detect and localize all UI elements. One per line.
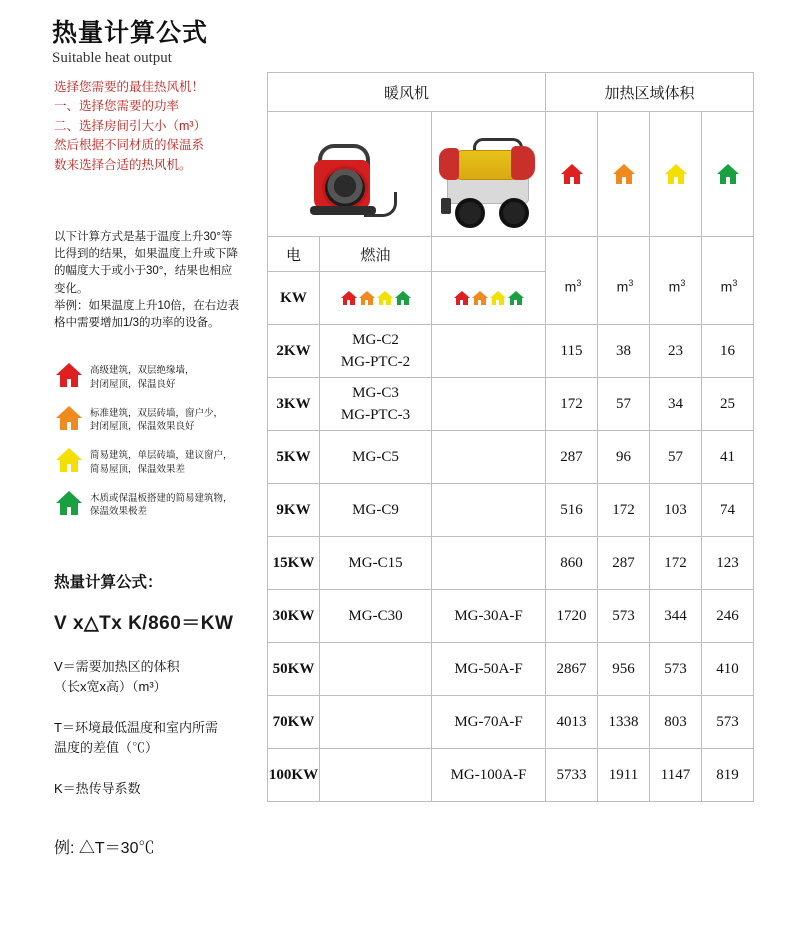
row-30kw-electric: MG-C30	[320, 590, 432, 643]
row-3kw-v3: 34	[650, 378, 702, 431]
m3-unit-1: $m^3$	[564, 278, 582, 295]
formula-title: 热量计算公式：	[54, 574, 163, 591]
house-icon-red-elec	[341, 290, 357, 306]
fan-heater-illustration	[302, 136, 398, 226]
row-5kw-kw: 5KW	[268, 431, 320, 484]
legend-item-orange	[56, 405, 266, 435]
row-2kw-kw: 2KW	[268, 325, 320, 378]
row-70kw-kw: 70KW	[268, 696, 320, 749]
legend-item-red	[56, 362, 266, 392]
formula-v-line-1: V＝需要加热区的体积	[54, 659, 180, 674]
intro-line-5: 数来选择合适的热风机。	[54, 157, 192, 172]
row-70kw-fuel: MG-70A-F	[432, 696, 546, 749]
house-icon-red-fuel	[454, 290, 470, 306]
insulation-legend	[56, 362, 266, 532]
row-50kw-v3: 573	[650, 643, 702, 696]
house-icon-orange-fuel	[472, 290, 488, 306]
row-30kw-v1: 1720	[546, 590, 598, 643]
row-2kw-v3: 23	[650, 325, 702, 378]
header-fuel-spacer	[432, 237, 546, 272]
house-icon-red	[56, 362, 82, 388]
row-100kw-electric	[320, 749, 432, 802]
row-5kw-v3: 57	[650, 431, 702, 484]
row-15kw-fuel	[432, 537, 546, 590]
intro-line-4: 然后根据不同材质的保温系	[54, 138, 205, 153]
row-15kw-v3: 172	[650, 537, 702, 590]
note-line-5: 举例：如果温度上升10倍，在右边表	[54, 299, 240, 312]
legend-yellow-line-1: 简易建筑，单层砖墙，建议窗户，	[90, 450, 233, 462]
legend-orange-line-2: 封闭屋顶，保温效果良好	[90, 421, 195, 433]
formula-t-line-1: T＝环境最低温度和室内所需	[54, 720, 218, 735]
row-70kw-v2: 1338	[598, 696, 650, 749]
intro-line-1: 选择您需要的最佳热风机！	[54, 80, 205, 94]
formula-t-definition	[54, 718, 269, 757]
row-30kw-v2: 573	[598, 590, 650, 643]
formula-k-definition: K＝热传导系数	[54, 781, 141, 796]
table-row-15kw	[268, 537, 754, 590]
spec-table-wrapper	[267, 72, 753, 802]
table-row-50kw	[268, 643, 754, 696]
row-5kw-v2: 96	[598, 431, 650, 484]
house-icon-green	[56, 490, 82, 516]
note-line-1: 以下计算方式是基于温度上升30°等	[54, 230, 233, 243]
formula-v-definition	[54, 657, 269, 696]
row-70kw-electric	[320, 696, 432, 749]
table-row-9kw	[268, 484, 754, 537]
row-15kw-v1: 860	[546, 537, 598, 590]
table-group-header-row	[268, 73, 754, 112]
volume-header-house-red	[546, 112, 598, 237]
house-icon-green-elec	[395, 290, 411, 306]
row-100kw-fuel: MG-100A-F	[432, 749, 546, 802]
row-30kw-v4: 246	[702, 590, 754, 643]
diesel-heater-illustration	[433, 136, 545, 228]
row-3kw-v4: 25	[702, 378, 754, 431]
legend-green-line-2: 保温效果极差	[90, 506, 148, 518]
page-header	[52, 18, 292, 67]
table-row-30kw	[268, 590, 754, 643]
row-2kw-fuel	[432, 325, 546, 378]
row-30kw-fuel: MG-30A-F	[432, 590, 546, 643]
row-9kw-v4: 74	[702, 484, 754, 537]
house-icon-yellow-fuel	[490, 290, 506, 306]
table-row-3kw	[268, 378, 754, 431]
formula-block	[54, 570, 269, 858]
header-volume: 加热区域体积	[546, 73, 754, 112]
note-line-3: 的幅度大于或小于30°，结果也相应	[54, 265, 233, 278]
electric-house-group	[320, 272, 432, 325]
table-row-2kw	[268, 325, 754, 378]
house-icon-green-fuel	[508, 290, 524, 306]
header-electric: 电	[268, 237, 320, 272]
house-icon-orange-elec	[359, 290, 375, 306]
row-15kw-v2: 287	[598, 537, 650, 590]
row-3kw-kw: 3KW	[268, 378, 320, 431]
row-50kw-v1: 2867	[546, 643, 598, 696]
row-9kw-v2: 172	[598, 484, 650, 537]
row-2kw-electric-1: MG-C2	[352, 331, 399, 348]
row-50kw-fuel: MG-50A-F	[432, 643, 546, 696]
header-fuel: 燃油	[320, 237, 432, 272]
legend-orange-line-1: 标准建筑，双层砖墙，窗户少，	[90, 407, 224, 419]
row-100kw-v1: 5733	[546, 749, 598, 802]
legend-red-line-2: 封闭屋顶，保温良好	[90, 378, 176, 390]
legend-item-green-label	[90, 490, 233, 520]
intro-text	[54, 78, 259, 175]
row-5kw-v4: 41	[702, 431, 754, 484]
m3-unit-2: $m^3$	[616, 278, 634, 295]
m3-unit-4: $m^3$	[720, 278, 738, 295]
legend-yellow-line-2: 简易屋顶，保温效果差	[90, 463, 186, 475]
row-2kw-v1: 115	[546, 325, 598, 378]
row-3kw-electric	[320, 378, 432, 431]
row-70kw-v4: 573	[702, 696, 754, 749]
row-15kw-v4: 123	[702, 537, 754, 590]
diesel-heater-image	[432, 112, 546, 237]
intro-line-2: 一、选择您需要的功率	[54, 99, 180, 114]
note-line-2: 比得到的结果，如果温度上升或下降	[54, 248, 238, 261]
page-title: 热量计算公式	[52, 19, 209, 47]
row-9kw-kw: 9KW	[268, 484, 320, 537]
row-100kw-v2: 1911	[598, 749, 650, 802]
formula-v-line-2: （长x宽x高）（m³）	[54, 678, 167, 694]
table-row-70kw	[268, 696, 754, 749]
legend-item-green	[56, 490, 266, 520]
row-50kw-v2: 956	[598, 643, 650, 696]
row-9kw-v1: 516	[546, 484, 598, 537]
row-100kw-v4: 819	[702, 749, 754, 802]
house-icon-orange	[56, 405, 82, 431]
row-2kw-electric-2: MG-PTC-2	[340, 354, 411, 370]
note-line-4: 变化。	[54, 282, 89, 295]
row-30kw-kw: 30KW	[268, 590, 320, 643]
row-5kw-fuel	[432, 431, 546, 484]
left-column	[54, 78, 259, 332]
row-70kw-v1: 4013	[546, 696, 598, 749]
legend-red-line-1: 高级建筑，双层绝缘墙，	[90, 365, 195, 376]
table-type-header-row	[268, 237, 754, 272]
row-3kw-electric-2: MG-PTC-3	[340, 407, 411, 423]
row-2kw-v4: 16	[702, 325, 754, 378]
row-15kw-electric: MG-C15	[320, 537, 432, 590]
m3-unit-3: $m^3$	[668, 278, 686, 295]
table-illustration-row	[268, 112, 754, 237]
house-icon-red-col1	[561, 163, 583, 185]
electric-heater-image	[268, 112, 432, 237]
row-3kw-electric-1: MG-C3	[352, 384, 399, 401]
formula-example: 例: △T＝30℃	[54, 839, 155, 857]
row-9kw-v3: 103	[650, 484, 702, 537]
volume-header-house-green	[702, 112, 754, 237]
row-5kw-electric: MG-C5	[320, 431, 432, 484]
intro-line-3: 二、选择房间引大小（m³）	[54, 118, 207, 133]
legend-item-orange-label	[90, 405, 223, 435]
row-15kw-kw: 15KW	[268, 537, 320, 590]
row-2kw-v2: 38	[598, 325, 650, 378]
legend-item-yellow-label	[90, 447, 233, 477]
row-3kw-fuel	[432, 378, 546, 431]
volume-header-house-yellow	[650, 112, 702, 237]
header-heater: 暖风机	[268, 73, 546, 112]
row-50kw-electric	[320, 643, 432, 696]
legend-item-red-label	[90, 362, 195, 392]
house-icon-green-col4	[717, 163, 739, 185]
note-text	[54, 229, 259, 333]
row-100kw-v3: 1147	[650, 749, 702, 802]
legend-item-yellow	[56, 447, 266, 477]
header-kw: KW	[268, 272, 320, 325]
table-row-5kw	[268, 431, 754, 484]
page-subtitle: Suitable heat output	[52, 50, 172, 66]
row-50kw-v4: 410	[702, 643, 754, 696]
row-5kw-v1: 287	[546, 431, 598, 484]
fuel-house-group	[432, 272, 546, 325]
formula-t-line-2: 温度的差值（℃）	[54, 739, 159, 755]
row-50kw-kw: 50KW	[268, 643, 320, 696]
house-icon-yellow-col3	[665, 163, 687, 185]
row-2kw-electric	[320, 325, 432, 378]
formula-expression: V x△Tx K/860＝KW	[54, 613, 234, 634]
row-30kw-v3: 344	[650, 590, 702, 643]
row-3kw-v1: 172	[546, 378, 598, 431]
spec-table	[267, 72, 754, 802]
row-9kw-electric: MG-C9	[320, 484, 432, 537]
house-icon-yellow-elec	[377, 290, 393, 306]
row-3kw-v2: 57	[598, 378, 650, 431]
house-icon-orange-col2	[613, 163, 635, 185]
row-70kw-v3: 803	[650, 696, 702, 749]
note-line-6: 格中需要增加1/3的功率的设备。	[54, 317, 220, 330]
table-row-100kw	[268, 749, 754, 802]
row-100kw-kw: 100KW	[268, 749, 320, 802]
house-icon-yellow	[56, 447, 82, 473]
volume-header-house-orange	[598, 112, 650, 237]
legend-green-line-1: 木质或保温板搭建的简易建筑物，	[90, 492, 233, 504]
m3-unit-row	[547, 278, 755, 295]
row-9kw-fuel	[432, 484, 546, 537]
